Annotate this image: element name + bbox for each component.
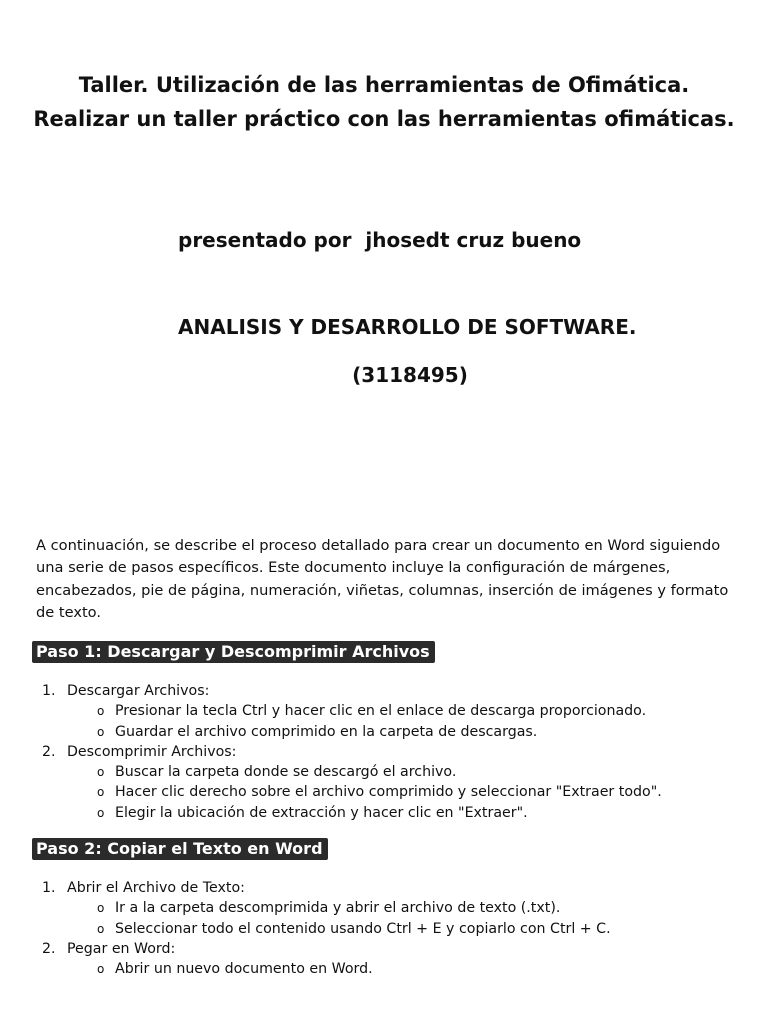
sub-list — [67, 701, 662, 742]
sub-list-item — [67, 898, 611, 918]
sub-item-text: Ir a la carpeta descomprimida y abrir el archivo de texto (.txt). — [115, 900, 561, 917]
sub-item-text: Guardar el archivo comprimido en la carpeta de descargas. — [115, 723, 538, 740]
sub-list-item — [67, 919, 611, 939]
bullet-icon: o — [97, 724, 105, 739]
steps-list-paso-2 — [42, 878, 611, 979]
list-item — [42, 939, 611, 980]
sub-list-item — [67, 782, 662, 802]
item-label: Abrir el Archivo de Texto: — [67, 880, 245, 896]
item-number: 1. — [42, 880, 56, 896]
sub-list-item — [67, 959, 611, 979]
sub-list — [67, 762, 662, 823]
sub-list-item — [67, 762, 662, 782]
sub-list-item — [67, 722, 662, 742]
bullet-icon: o — [97, 704, 105, 719]
list-item — [42, 681, 662, 742]
section-heading-paso-2: Paso 2: Copiar el Texto en Word — [32, 838, 328, 860]
presenter-line: presentado por jhosedt cruz bueno — [178, 228, 582, 252]
bullet-icon: o — [97, 785, 105, 800]
item-label: Pegar en Word: — [67, 940, 176, 957]
item-number: 2. — [42, 940, 56, 957]
bullet-icon: o — [97, 962, 105, 977]
item-label: Descomprimir Archivos: — [67, 743, 237, 760]
sub-item-text: Hacer clic derecho sobre el archivo comprimido y seleccionar "Extraer todo". — [115, 784, 662, 801]
list-item — [42, 878, 611, 939]
sub-list — [67, 898, 611, 939]
document-title — [0, 68, 768, 136]
bullet-icon: o — [97, 805, 105, 820]
list-item — [42, 742, 662, 823]
program-code: (3118495) — [352, 363, 468, 387]
sub-list-item — [67, 701, 662, 721]
sub-item-text: Buscar la carpeta donde se descargó el archivo. — [115, 764, 457, 781]
sub-item-text: Elegir la ubicación de extracción y hacer clic en "Extraer". — [115, 804, 528, 821]
steps-list-paso-1 — [42, 681, 662, 823]
sub-list-item — [67, 803, 662, 823]
section-heading-paso-1: Paso 1: Descargar y Descomprimir Archivos — [32, 641, 435, 663]
sub-list — [67, 959, 611, 979]
bullet-icon: o — [97, 765, 105, 780]
sub-item-text: Seleccionar todo el contenido usando Ctrl + E y copiarlo con Ctrl + C. — [115, 920, 611, 937]
item-number: 2. — [42, 743, 56, 760]
bullet-icon: o — [97, 901, 105, 916]
sub-item-text: Abrir un nuevo documento en Word. — [115, 961, 373, 978]
intro-paragraph: A continuación, se describe el proceso detallado para crear un documento en Word siguiendo una serie de pasos específicos. Este documento incluye la configuración de márgenes, encabezados, pie de página, numeración, viñetas, columnas, inserción de imágenes y formato de texto. — [36, 537, 729, 621]
item-number: 1. — [42, 683, 56, 699]
title-line-1: Taller. Utilización de las herramientas de Ofimática. — [78, 73, 690, 97]
bullet-icon: o — [97, 921, 105, 936]
program-name: ANALISIS Y DESARROLLO DE SOFTWARE. — [178, 315, 637, 339]
sub-item-text: Presionar la tecla Ctrl y hacer clic en el enlace de descarga proporcionado. — [115, 703, 647, 720]
title-line-2: Realizar un taller práctico con las herramientas ofimáticas. — [33, 107, 735, 131]
item-label: Descargar Archivos: — [67, 683, 210, 699]
